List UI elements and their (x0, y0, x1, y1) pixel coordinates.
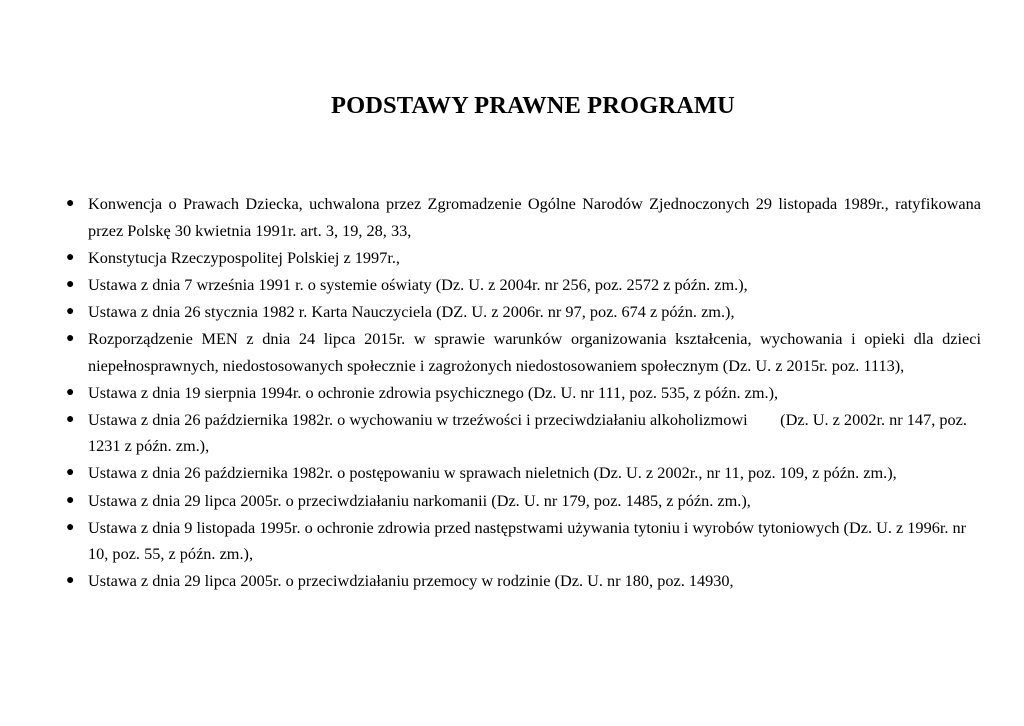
bullet-icon: ● (66, 519, 75, 535)
list-item-text: Konwencja o Prawach Dziecka, uchwalona przez Zgromadzenie Ogólne Narodów Zjednoczonych 29 listopada 1989r., ratyfikowana przez Polskę 30 kwietnia 1991r. art. 3, 19, 28, 33, (88, 194, 981, 240)
list-item (62, 488, 981, 515)
bullet-icon: ● (66, 492, 75, 508)
list-item (62, 191, 981, 244)
list-item (62, 460, 981, 487)
bullet-icon: ● (66, 384, 75, 400)
list-item (62, 380, 981, 407)
list-item-text: Ustawa z dnia 26 października 1982r. o wychowaniu w trzeźwości i przeciwdziałaniu alkoholizmowi (Dz. U. z 2002r. nr 147, poz. 1231 z późn. zm.), (88, 409, 972, 456)
bullet-icon: ● (66, 276, 75, 292)
page-title: PODSTAWY PRAWNE PROGRAMU (331, 92, 735, 119)
bullet-icon: ● (66, 249, 75, 265)
list-item-text: Ustawa z dnia 9 listopada 1995r. o ochronie zdrowia przed następstwami używania tytoniu i wyrobów tytoniowych (Dz. U. z 1996r. nr 10, poz. 55, z późn. zm.), (88, 517, 967, 564)
list-item-text: Ustawa z dnia 29 lipca 2005r. o przeciwdziałaniu przemocy w rodzinie (Dz. U. nr 180, poz. 14930, (88, 571, 734, 591)
bullet-icon: ● (66, 303, 75, 319)
list-item (62, 299, 981, 326)
list-item (62, 407, 981, 460)
list-item (62, 568, 981, 595)
bullet-icon: ● (66, 411, 75, 427)
bullet-icon: ● (66, 330, 75, 346)
bullet-icon: ● (66, 573, 75, 589)
list-item (62, 245, 981, 272)
list-item-text: Ustawa z dnia 29 lipca 2005r. o przeciwdziałaniu narkomanii (Dz. U. nr 179, poz. 1485, z późn. zm.), (88, 490, 751, 510)
list-item (62, 515, 981, 568)
list-item-text: Ustawa z dnia 26 stycznia 1982 r. Karta Nauczyciela (DZ. U. z 2006r. nr 97, poz. 674 z późn. zm.), (88, 301, 735, 321)
list-item-text: Ustawa z dnia 19 sierpnia 1994r. o ochronie zdrowia psychicznego (Dz. U. nr 111, poz. 535, z późn. zm.), (88, 382, 779, 402)
list-item-text: Ustawa z dnia 26 października 1982r. o postępowaniu w sprawach nieletnich (Dz. U. z 2002r., nr 11, poz. 109, z późn. zm.), (88, 463, 897, 483)
list-item (62, 272, 981, 299)
list-item-text: Rozporządzenie MEN z dnia 24 lipca 2015r. w sprawie warunków organizowania kształcenia, wychowania i opieki dla dzieci niepełnosprawnych, niedostosowanych społecznie i zagrożonych niedostosowaniem społecznym (Dz. U. z 2015r. poz. 1113), (88, 328, 981, 375)
list-item (62, 326, 981, 379)
bullet-icon: ● (66, 196, 75, 211)
list-item-text: Konstytucja Rzeczypospolitej Polskiej z 1997r., (88, 247, 401, 267)
list-item-text: Ustawa z dnia 7 września 1991 r. o systemie oświaty (Dz. U. z 2004r. nr 256, poz. 2572 z późn. zm.), (88, 274, 748, 294)
bullet-icon: ● (66, 465, 75, 481)
legal-basis-list (62, 191, 981, 595)
